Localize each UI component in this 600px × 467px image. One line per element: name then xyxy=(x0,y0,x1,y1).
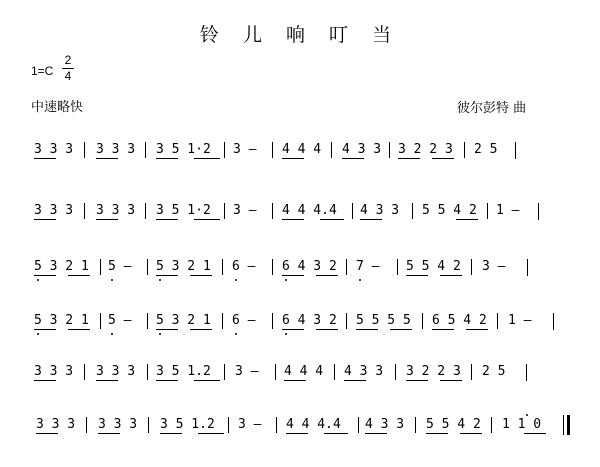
underline xyxy=(524,433,546,434)
underline xyxy=(365,433,387,434)
measure: 2 5 xyxy=(474,142,498,157)
underline xyxy=(466,329,488,330)
bar-line xyxy=(497,313,498,329)
underline xyxy=(398,158,420,159)
bar-line xyxy=(352,203,353,219)
score-line-6 xyxy=(0,417,600,447)
low-octave-dot xyxy=(359,279,361,281)
score-line-5 xyxy=(0,364,600,394)
bar-line xyxy=(224,364,225,380)
measure: 3 5 1·2 xyxy=(156,203,211,218)
underline xyxy=(432,158,454,159)
underline xyxy=(194,380,220,381)
underline xyxy=(96,219,118,220)
underline xyxy=(456,219,478,220)
underline xyxy=(406,380,428,381)
bar-line xyxy=(275,364,276,380)
underline xyxy=(342,158,364,159)
song-title: 铃 儿 响 叮 当 xyxy=(199,24,401,46)
bar-line xyxy=(272,313,273,329)
underline xyxy=(68,329,90,330)
measure: 4 4 4.4 xyxy=(282,203,337,218)
underline xyxy=(282,158,304,159)
bar-line xyxy=(222,259,223,275)
bar-line xyxy=(147,259,148,275)
underline xyxy=(34,275,56,276)
measure: 3 3 3 xyxy=(34,364,74,379)
low-octave-dot xyxy=(159,333,161,335)
bar-line xyxy=(397,259,398,275)
underline xyxy=(194,158,220,159)
underline xyxy=(356,329,378,330)
underline xyxy=(284,380,306,381)
underline xyxy=(282,329,304,330)
measure: 3 3 3 xyxy=(96,142,136,157)
underline xyxy=(156,275,178,276)
bar-line xyxy=(471,259,472,275)
bar-line xyxy=(464,142,465,158)
bar-line xyxy=(415,417,416,433)
low-octave-dot xyxy=(285,333,287,335)
bar-line xyxy=(145,142,146,158)
bar-line xyxy=(395,364,396,380)
measure: 1 – xyxy=(496,203,520,218)
measure: 5 5 4 2 xyxy=(406,259,461,274)
measure: 6 – xyxy=(232,313,256,328)
underline xyxy=(282,219,304,220)
underline xyxy=(194,219,220,220)
underline xyxy=(360,219,382,220)
measure: 4 4 4 xyxy=(282,142,322,157)
underline xyxy=(34,380,56,381)
measure: 3 3 3 xyxy=(98,417,138,432)
score-line-3 xyxy=(0,259,600,289)
measure: 3 5 1.2 xyxy=(160,417,215,432)
measure: 3 3 3 xyxy=(96,364,136,379)
underline xyxy=(316,329,338,330)
measure: 3 3 3 xyxy=(96,203,136,218)
low-octave-dot xyxy=(111,279,113,281)
measure: 2 5 xyxy=(482,364,506,379)
bar-line xyxy=(422,313,423,329)
measure: 1 1 0 xyxy=(502,417,542,432)
underline xyxy=(440,275,462,276)
bar-line xyxy=(224,142,225,158)
bar-line xyxy=(412,203,413,219)
bar-line xyxy=(491,417,492,433)
underline xyxy=(96,158,118,159)
bar-line xyxy=(145,203,146,219)
low-octave-dot xyxy=(285,279,287,281)
bar-line xyxy=(526,364,527,381)
bar-line xyxy=(224,203,225,219)
underline xyxy=(426,433,448,434)
composer-credit: 彼尔彭特 曲 xyxy=(457,101,527,116)
measure: 4 3 3 xyxy=(342,142,382,157)
underline xyxy=(156,219,178,220)
bar-line xyxy=(358,417,359,433)
measure: 3 5 1.2 xyxy=(156,364,211,379)
underline xyxy=(34,329,56,330)
underline xyxy=(160,433,182,434)
measure: 4 4 4 xyxy=(284,364,324,379)
low-octave-dot xyxy=(37,279,39,281)
low-octave-dot xyxy=(235,279,237,281)
measure: 5 3 2 1 xyxy=(156,313,211,328)
score-line-2 xyxy=(0,203,600,233)
high-octave-dot xyxy=(526,414,528,416)
underline xyxy=(406,275,428,276)
key-signature: 1=C xyxy=(31,64,54,78)
measure: 3 2 2 3 xyxy=(398,142,453,157)
measure: 3 – xyxy=(238,417,262,432)
measure: 5 5 5 5 xyxy=(356,313,411,328)
bar-line xyxy=(84,364,85,380)
underline xyxy=(34,158,56,159)
measure: 4 4 4.4 xyxy=(286,417,341,432)
bar-line xyxy=(346,313,347,329)
bar-line xyxy=(389,142,390,158)
bar-line xyxy=(471,364,472,380)
time-signature xyxy=(62,54,74,83)
time-signature-bottom: 4 xyxy=(64,69,72,83)
underline xyxy=(320,219,344,220)
underline xyxy=(156,380,178,381)
measure: 7 – xyxy=(356,259,380,274)
bar-line xyxy=(148,417,149,433)
measure: 5 3 2 1 xyxy=(156,259,211,274)
measure: 3 3 3 xyxy=(36,417,76,432)
underline xyxy=(96,380,118,381)
underline xyxy=(432,329,454,330)
underline xyxy=(282,275,304,276)
bar-line xyxy=(538,203,539,220)
measure: 3 2 2 3 xyxy=(406,364,461,379)
bar-line xyxy=(100,313,101,329)
low-octave-dot xyxy=(111,333,113,335)
score-line-1 xyxy=(0,142,600,172)
measure: 3 – xyxy=(235,364,259,379)
tempo-marking: 中速略快 xyxy=(31,100,84,115)
bar-line xyxy=(515,142,516,159)
underline xyxy=(460,433,482,434)
bar-line xyxy=(100,259,101,275)
bar-line xyxy=(487,203,488,219)
measure: 3 – xyxy=(482,259,506,274)
measure: 4 3 3 xyxy=(360,203,400,218)
measure: 6 4 3 2 xyxy=(282,259,337,274)
measure: 5 3 2 1 xyxy=(34,313,89,328)
bar-line xyxy=(553,313,554,330)
time-signature-top: 2 xyxy=(64,53,72,67)
bar-line xyxy=(276,417,277,433)
bar-line xyxy=(272,142,273,158)
measure: 3 3 3 xyxy=(34,203,74,218)
measure: 6 4 3 2 xyxy=(282,313,337,328)
measure: 5 3 2 1 xyxy=(34,259,89,274)
measure: 4 3 3 xyxy=(344,364,384,379)
underline xyxy=(68,275,90,276)
measure: 5 – xyxy=(108,313,132,328)
low-octave-dot xyxy=(159,279,161,281)
underline xyxy=(198,433,224,434)
bar-line xyxy=(86,417,87,433)
bar-line xyxy=(84,142,85,158)
measure: 5 5 4 2 xyxy=(422,203,477,218)
final-bar-line-thick xyxy=(567,415,570,435)
bar-line xyxy=(272,203,273,219)
underline xyxy=(390,329,412,330)
measure: 3 3 3 xyxy=(34,142,74,157)
underline xyxy=(190,275,212,276)
bar-line xyxy=(228,417,229,433)
underline xyxy=(34,219,56,220)
underline xyxy=(98,433,120,434)
measure: 3 – xyxy=(233,142,257,157)
bar-line xyxy=(334,364,335,380)
underline xyxy=(324,433,348,434)
measure: 1 – xyxy=(508,313,532,328)
bar-line xyxy=(527,259,528,276)
underline xyxy=(316,275,338,276)
bar-line xyxy=(147,364,148,380)
measure: 3 – xyxy=(233,203,257,218)
underline xyxy=(286,433,308,434)
low-octave-dot xyxy=(235,333,237,335)
low-octave-dot xyxy=(37,333,39,335)
measure: 4 3 3 xyxy=(365,417,405,432)
underline xyxy=(156,158,178,159)
underline xyxy=(156,329,178,330)
measure: 6 – xyxy=(232,259,256,274)
bar-line xyxy=(147,313,148,329)
bar-line xyxy=(84,203,85,219)
bar-line xyxy=(222,313,223,329)
bar-line xyxy=(346,259,347,275)
bar-line xyxy=(272,259,273,275)
measure: 5 5 4 2 xyxy=(426,417,481,432)
bar-line xyxy=(331,142,332,158)
underline xyxy=(440,380,462,381)
measure: 5 – xyxy=(108,259,132,274)
underline xyxy=(344,380,366,381)
final-bar-line xyxy=(563,415,564,435)
score-line-4 xyxy=(0,313,600,343)
measure: 6 5 4 2 xyxy=(432,313,487,328)
measure: 3 5 1·2 xyxy=(156,142,211,157)
underline xyxy=(190,329,212,330)
underline xyxy=(36,433,58,434)
